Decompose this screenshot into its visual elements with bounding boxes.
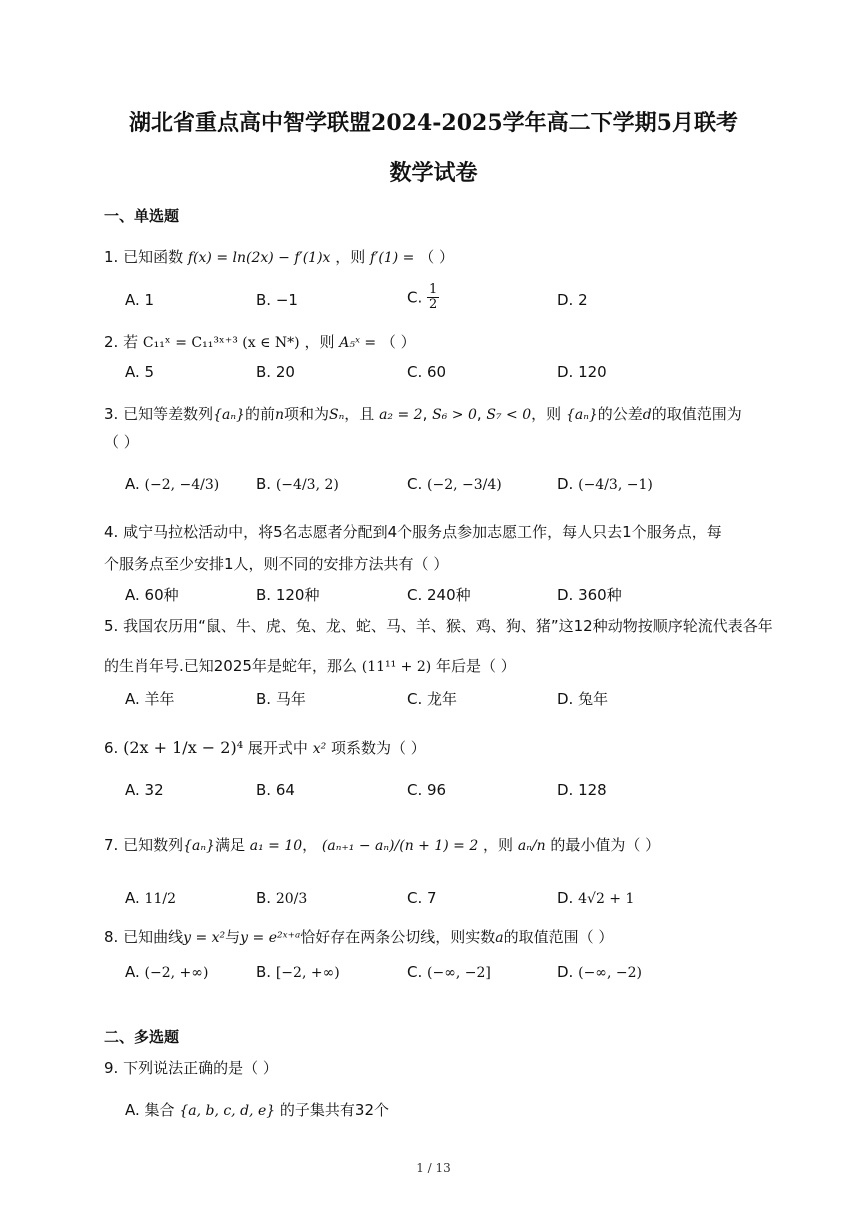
q9-option-a[interactable] [125,1099,389,1120]
q7-stem-mid: 满足 [214,836,245,854]
q3-sequence-2: {aₙ} [565,407,598,423]
q7-option-c[interactable]: C. 7 [407,889,437,907]
page-subtitle: 数学试卷 [389,160,478,186]
q8-option-d[interactable] [557,963,642,981]
q8-stem-pre: 8. 已知曲线 [104,928,184,946]
question-9: 9. 下列说法正确的是（ ） [104,1059,278,1077]
q7-stem-pre: 7. 已知数列 [104,836,184,854]
q5-line2-pre: 的生肖年号.已知2025年是蛇年，那么 [104,657,357,675]
q7-stem-end: 的最小值为（ ） [550,836,661,854]
q6-stem-post: 展开式中 [247,739,308,757]
q6-stem-pre: 6. [104,739,119,757]
q8-option-c-label: C. [407,963,423,981]
q7-ratio: aₙ/n [517,838,546,854]
q2-option-b[interactable]: B. 20 [256,363,295,381]
q8-curve2: y = e²ˣ⁺ᵃ [240,930,301,946]
q6-option-c[interactable]: C. 96 [407,781,447,799]
q7-a1: a₁ = 10 [249,838,303,854]
q5-option-d[interactable]: D. 兔年 [557,690,609,708]
q3-stem-mid2: 项和为 [283,405,329,423]
q7-option-d[interactable] [557,889,634,907]
q3-option-c-value: (−2, −3/4) [427,477,502,493]
q2-option-d[interactable]: D. 120 [557,363,607,381]
q7-recurrence: (aₙ₊₁ − aₙ)/(n + 1) = 2 [321,838,479,854]
q3-stem-post: 的公差 [597,405,643,423]
question-5: 5. 我国农历用“鼠、牛、虎、兔、龙、蛇、马、羊、猴、鸡、狗、猪”这12种动物按顺序轮流代表各年 [104,617,773,635]
q3-option-d-label: D. [557,475,574,493]
q1-ask: f′(1) = [370,250,415,266]
q8-stem-post: 恰好存在两条公切线，则实数 [300,928,496,946]
q1-option-c-fraction: $\frac{1}{2}$ [429,282,438,312]
question-8 [104,926,613,947]
q8-option-b-label: B. [256,963,272,981]
q3-option-b-value: (−4/3, 2) [275,477,339,493]
q5-option-a[interactable]: A. 羊年 [125,690,175,708]
q3-stem-mid3: ，且 [344,405,375,423]
q3-sn: Sₙ [329,407,345,423]
q7-option-b[interactable] [256,889,307,907]
page-number: 1 / 13 [416,1161,451,1175]
q1-option-c-label: C. [407,288,423,307]
question-3: 3. 已知等差数列{aₙ}的前n项和为Sₙ，且 a₂ = 2, S₆ > 0, S₇ < 0，则 {aₙ}的公差d的取值范围为 [104,405,742,423]
q4-option-b[interactable]: B. 120种 [256,586,320,604]
q2-ask: A₅ˣ = [339,335,377,351]
q7-option-a-label: A. [125,889,140,907]
q7-option-b-value: 20/3 [275,891,308,907]
q1-stem-end: （ ） [419,248,454,266]
q3-d: d [642,407,652,423]
q5-stem-line2 [104,655,516,676]
q7-option-a-value: 11/2 [144,891,176,907]
q3-stem-mid: 的前 [244,405,275,423]
q1-function: f(x) = ln(2x) − f′(1)x [187,250,331,266]
page-title: 湖北省重点高中智学联盟2024-2025学年高二下学期5月联考 [129,110,738,136]
question-1 [104,246,454,267]
q8-stem-end: 的取值范围（ ） [503,928,614,946]
q7-sequence: {aₙ} [183,838,215,854]
q2-stem-end: （ ） [380,333,416,351]
section-single-choice: 一、单选题 [104,207,180,225]
q3-option-c[interactable] [407,475,502,493]
q6-option-d[interactable]: D. 128 [557,781,607,799]
q8-option-d-label: D. [557,963,574,981]
q1-option-c[interactable] [407,283,439,312]
q1-option-a[interactable]: A. 1 [125,291,155,309]
q4-option-d[interactable]: D. 360种 [557,586,622,604]
q8-option-c-value: (−∞, −2] [427,965,491,981]
q1-stem-pre: 1. 已知函数 [104,248,184,266]
q4-option-c[interactable]: C. 240种 [407,586,471,604]
q4-stem-line2: 个服务点至少安排1人，则不同的安排方法共有（ ） [104,555,449,573]
q8-option-c[interactable] [407,963,491,981]
q3-sequence: {aₙ} [213,407,245,423]
q3-option-c-label: C. [407,475,423,493]
q3-option-a-value: (−2, −4/3) [144,477,220,493]
q3-option-d-value: (−4/3, −1) [578,477,653,493]
q1-stem-post: ，则 [335,248,366,266]
q9-option-a-text: 的子集共有32个 [279,1101,390,1119]
q3-stem-end: 的取值范围为 [651,405,742,423]
q5-expression: (11¹¹ + 2) [361,659,432,675]
q8-stem-mid: 与 [225,928,241,946]
q8-curve1: y = x² [183,930,226,946]
q3-cond2: S₆ > 0 [432,407,477,423]
q2-option-c[interactable]: C. 60 [407,363,447,381]
q6-stem-end: 项系数为（ ） [331,739,426,757]
question-6 [104,737,426,758]
q7-option-b-label: B. [256,889,272,907]
q5-line2-post: 年后是（ ） [436,657,516,675]
q6-term: x² [312,741,327,757]
q7-option-d-value: 4√2 + 1 [578,891,635,907]
q7-option-a[interactable] [125,889,176,907]
q8-option-a-value: (−2, +∞) [144,965,209,981]
q9-set: {a, b, c, d, e} [179,1103,276,1119]
question-7: 7. 已知数列{aₙ}满足 a₁ = 10， (aₙ₊₁ − aₙ)/(n + 1) = 2 ，则 aₙ/n 的最小值为（ ） [104,836,661,854]
question-4: 4. 咸宁马拉松活动中，将5名志愿者分配到4个服务点参加志愿工作，每人只去1个服务点，每 [104,523,722,541]
q2-stem-post: ，则 [304,333,335,351]
question-2 [104,331,416,352]
q8-option-b-value: [−2, +∞) [275,965,340,981]
q8-option-a[interactable] [125,963,208,981]
q3-option-b[interactable] [256,475,339,493]
q9-option-a-label: A. 集合 [125,1101,175,1119]
q3-stem-pre: 3. 已知等差数列 [104,405,214,423]
q3-option-d[interactable] [557,475,653,493]
q6-option-a[interactable]: A. 32 [125,781,164,799]
q1-option-d[interactable]: D. 2 [557,291,588,309]
q3-cond1: a₂ = 2 [379,407,423,423]
q4-option-a[interactable]: A. 60种 [125,586,179,604]
q3-n: n [274,407,284,423]
q3-option-b-label: B. [256,475,272,493]
q3-stem-line2: （ ） [104,433,139,451]
q1-option-b[interactable]: B. −1 [256,291,298,309]
q8-option-d-value: (−∞, −2) [578,965,642,981]
q2-option-a[interactable]: A. 5 [125,363,155,381]
q8-option-b[interactable] [256,963,340,981]
q3-option-a[interactable] [125,475,219,493]
q2-equation: C₁₁ˣ = C₁₁³ˣ⁺³ (x ∈ N*) [142,335,300,351]
q3-option-a-label: A. [125,475,140,493]
q6-option-b[interactable]: B. 64 [256,781,295,799]
q7-option-d-label: D. [557,889,574,907]
q5-option-b[interactable]: B. 马年 [256,690,306,708]
q3-cond3: S₇ < 0 [486,407,532,423]
section-multi-choice: 二、多选题 [104,1028,180,1046]
q6-expression: (2x + 1/x − 2)⁴ [123,738,244,757]
q8-option-a-label: A. [125,963,140,981]
q8-a: a [495,930,504,946]
q7-stem-post: ，则 [483,836,514,854]
q5-option-c[interactable]: C. 龙年 [407,690,458,708]
q2-stem-pre: 2. 若 [104,333,139,351]
